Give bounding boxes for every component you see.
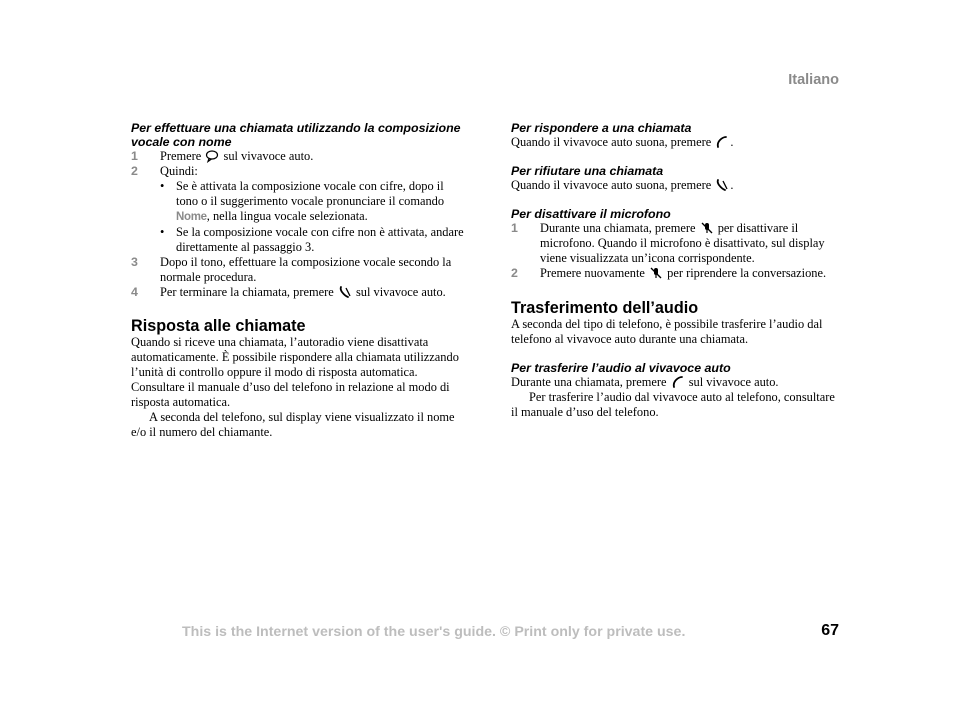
answer-heading: Risposta alle chiamate [131, 317, 306, 335]
answer-call-title: Per rispondere a una chiamata [511, 121, 692, 135]
language-label: Italiano [788, 72, 839, 88]
transfer-paragraph-2: Per trasferire l’audio dal vivavoce auto al telefono, consultare il manuale d’uso del telefono. [511, 390, 835, 419]
step-text: Quindi: [160, 164, 198, 178]
bullet-2: • Se la composizione vocale con cifre non è attivata, andare direttamente al passaggio 3. [160, 225, 464, 254]
bullet-1: • Se è attivata la composizione vocale con cifre, dopo il tono o il suggerimento vocale pronunciare il comando Nome, nella lingua vocale selezionata. [160, 179, 445, 223]
step-1 [131, 149, 466, 164]
page-number: 67 [821, 622, 839, 639]
step-number: 2 [131, 164, 138, 178]
answer-paragraph-2: A seconda del telefono, sul display viene visualizzato il nome e/o il numero del chiamante. [131, 410, 455, 439]
answer-call-text: Quando il vivavoce auto suona, premere . [511, 135, 734, 149]
bullet-text: Se la composizione vocale con cifre non è attivata, andare direttamente al passaggio 3. [176, 225, 464, 254]
step-text: Premere nuovamente [540, 266, 645, 280]
step-number: 1 [511, 221, 518, 235]
mute-title: Per disattivare il microfono [511, 207, 671, 221]
transfer-subtitle: Per trasferire l’audio al vivavoce auto [511, 361, 731, 375]
mute-step-1 [511, 221, 841, 266]
footer-notice: This is the Internet version of the user's guide. © Print only for private use. [182, 624, 686, 640]
end-call-icon [715, 178, 729, 192]
transfer-heading: Trasferimento dell’audio [511, 299, 699, 317]
step-number: 3 [131, 255, 138, 269]
menu-command: Nome [176, 211, 207, 223]
mute-step-2 [511, 266, 841, 281]
mute-microphone-icon [649, 266, 663, 280]
right-column [511, 121, 841, 420]
step-text: per riprendere la conversazione. [667, 266, 827, 280]
step-text: Durante una chiamata, premere [540, 221, 696, 235]
step-number: 4 [131, 285, 138, 299]
bullet-text: Se è attivata la composizione vocale con cifre, dopo il tono o il suggerimento vocale pronunciare il comando [176, 179, 445, 208]
step-text: Premere [160, 149, 202, 163]
step-text: Dopo il tono, effettuare la composizione vocale secondo la normale procedura. [160, 255, 452, 284]
reject-call-text: Quando il vivavoce auto suona, premere . [511, 178, 734, 192]
transfer-text: Durante una chiamata, premere sul vivavoce auto. [511, 375, 779, 389]
step-text: sul vivavoce auto. [223, 149, 314, 163]
answer-call-icon [715, 135, 729, 149]
mute-microphone-icon [700, 221, 714, 235]
step-number: 2 [511, 266, 518, 280]
answer-call-icon [671, 375, 685, 389]
step-text: per disattivare il microfono. Quando il microfono è disattivato, sul display viene visualizzata un’icona corrispondente. [540, 221, 825, 265]
step-text: Per terminare la chiamata, premere [160, 285, 334, 299]
end-call-icon [338, 285, 352, 299]
step-3 [131, 255, 466, 285]
answer-paragraph: Quando si riceve una chiamata, l’autoradio viene disattivata automaticamente. È possibile rispondere alla chiamata utilizzando l’unità di controllo oppure il modo di risposta automatica. Consultare il manuale d’uso del telefono in relazione al modo di risposta automatica. [131, 335, 459, 409]
bullet-text: , nella lingua vocale selezionata. [206, 209, 368, 223]
transfer-paragraph: A seconda del tipo di telefono, è possibile trasferire l’audio dal telefono al vivavoce auto durante una chiamata. [511, 317, 823, 346]
voice-bubble-icon [205, 149, 219, 163]
step-4 [131, 285, 466, 300]
step-text: sul vivavoce auto. [355, 285, 446, 299]
left-column [131, 121, 466, 440]
reject-call-title: Per rifiutare una chiamata [511, 164, 664, 178]
voice-dial-title: Per effettuare una chiamata utilizzando la composizione vocale con nome [131, 121, 461, 149]
step-number: 1 [131, 149, 138, 163]
step-2 [131, 164, 466, 179]
